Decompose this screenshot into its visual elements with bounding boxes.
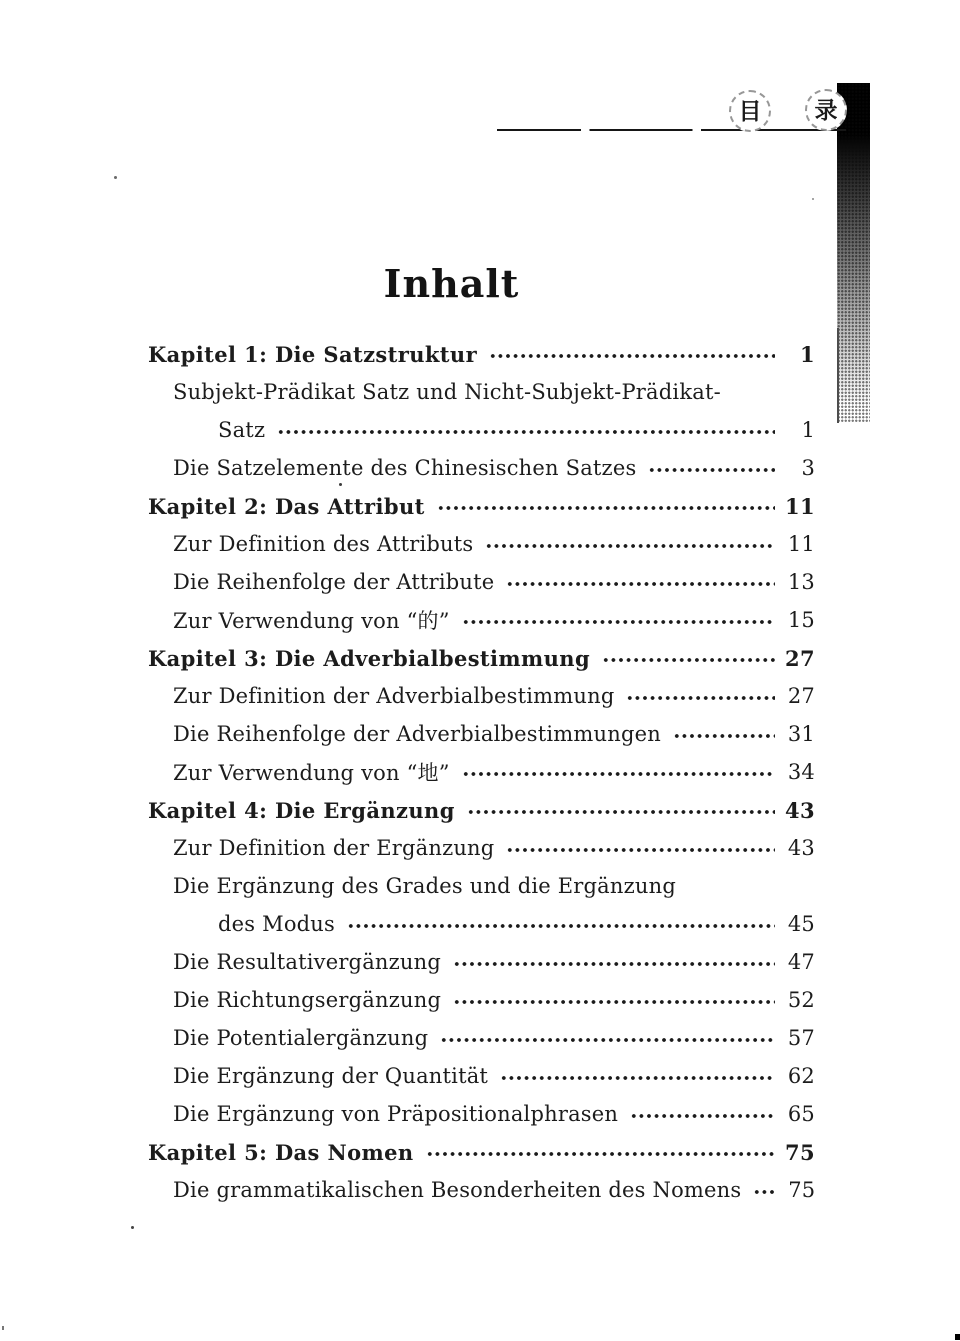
page-number: 11 xyxy=(787,532,815,556)
toc-row xyxy=(148,601,815,639)
scan-speck xyxy=(131,1226,134,1229)
dot-leader xyxy=(626,692,775,704)
toc-list xyxy=(148,335,815,1209)
toc-row xyxy=(148,1171,815,1209)
toc-row xyxy=(148,487,815,525)
toc-row xyxy=(148,1019,815,1057)
toc-entry-label: Kapitel 4: Die Ergänzung xyxy=(148,797,455,823)
page-number: 75 xyxy=(788,1178,816,1202)
toc-row xyxy=(148,753,815,791)
toc-entry-label: Die Resultativergänzung xyxy=(173,950,442,974)
toc-row xyxy=(148,411,815,449)
toc-row xyxy=(148,715,815,753)
toc-entry-label: Zur Definition der Adverbialbestimmung xyxy=(173,684,615,708)
toc-row xyxy=(148,981,815,1019)
toc-row xyxy=(148,867,815,905)
toc-entry-label: Die grammatikalischen Besonderheiten des Nomens xyxy=(173,1178,742,1202)
dot-leader xyxy=(462,616,775,628)
page-number: 52 xyxy=(787,988,815,1012)
page-number: 34 xyxy=(787,760,815,784)
page-title: Inhalt xyxy=(383,261,520,307)
toc-entry-label: des Modus xyxy=(218,912,336,936)
dot-leader xyxy=(489,350,775,362)
page-number: 62 xyxy=(787,1064,815,1088)
dot-leader xyxy=(453,958,775,970)
toc-row xyxy=(148,1095,815,1133)
page-number: 57 xyxy=(787,1026,815,1050)
page-number: 27 xyxy=(784,645,815,671)
toc-entry-label: Subjekt-Prädikat Satz und Nicht-Subjekt-Prädikat- xyxy=(173,380,721,404)
toc-entry-label: Kapitel 1: Die Satzstruktur xyxy=(148,341,478,367)
dot-leader xyxy=(485,540,775,552)
toc-entry-label: Satz xyxy=(218,418,266,442)
page-number: 75 xyxy=(784,1139,815,1165)
page-number: 11 xyxy=(784,493,815,519)
page-number: 65 xyxy=(787,1102,815,1126)
toc-row xyxy=(148,449,815,487)
header-rule xyxy=(497,129,846,131)
toc-entry-label: Die Satzelemente des Chinesischen Satzes xyxy=(173,456,637,480)
scan-speck xyxy=(339,483,342,486)
toc-entry-label: Zur Definition der Ergänzung xyxy=(173,836,495,860)
toc-entry-label: Zur Verwendung von “的” xyxy=(173,609,450,633)
page-number: 13 xyxy=(787,570,815,594)
dot-leader xyxy=(602,654,775,666)
dot-leader xyxy=(440,1034,775,1046)
toc-row xyxy=(148,829,815,867)
toc-entry-label: Die Reihenfolge der Attribute xyxy=(173,570,495,594)
toc-entry-label: Kapitel 2: Das Attribut xyxy=(148,493,425,519)
page-number: 1 xyxy=(801,418,815,442)
toc-row xyxy=(148,943,815,981)
toc-row xyxy=(148,639,815,677)
dot-leader xyxy=(437,502,775,514)
page-number: 43 xyxy=(784,797,815,823)
mulu-char-mu: 目 xyxy=(738,97,762,125)
mulu-badge-mu xyxy=(729,90,771,132)
page-number: 43 xyxy=(787,836,815,860)
dot-leader xyxy=(277,426,775,438)
toc-row xyxy=(148,373,815,411)
page-number: 3 xyxy=(801,456,815,480)
toc-row xyxy=(148,677,815,715)
scan-speck xyxy=(812,198,814,200)
toc-entry-label: Zur Definition des Attributs xyxy=(173,532,474,556)
dot-leader xyxy=(453,996,775,1008)
page-number: 45 xyxy=(787,912,815,936)
toc-entry-label: Kapitel 5: Das Nomen xyxy=(148,1139,414,1165)
scan-corner-mark xyxy=(955,1334,960,1340)
toc-row xyxy=(148,335,815,373)
scan-speck xyxy=(2,1326,4,1330)
toc-row xyxy=(148,525,815,563)
toc-row xyxy=(148,905,815,943)
mulu-char-lu: 录 xyxy=(814,96,838,124)
dot-leader xyxy=(347,920,775,932)
scan-speck xyxy=(114,176,117,179)
dot-leader xyxy=(673,730,775,742)
toc-row xyxy=(148,1057,815,1095)
mulu-badge-lu xyxy=(805,89,847,131)
dot-leader xyxy=(506,844,775,856)
toc-entry-label: Die Ergänzung des Grades und die Ergänzung xyxy=(173,874,676,898)
dot-leader xyxy=(467,806,775,818)
toc-entry-label: Die Reihenfolge der Adverbialbestimmungen xyxy=(173,722,661,746)
toc-entry-label: Die Ergänzung von Präpositionalphrasen xyxy=(173,1102,619,1126)
dot-leader xyxy=(506,578,775,590)
toc-entry-label: Die Richtungsergänzung xyxy=(173,988,442,1012)
toc-row xyxy=(148,563,815,601)
toc-row xyxy=(148,791,815,829)
dot-leader xyxy=(630,1110,775,1122)
book-edge-shadow xyxy=(837,83,870,423)
toc-entry-label: Zur Verwendung von “地” xyxy=(173,761,450,785)
dot-leader xyxy=(753,1186,775,1198)
page-number: 31 xyxy=(787,722,815,746)
dot-leader xyxy=(648,464,775,476)
dot-leader xyxy=(426,1148,775,1160)
toc-entry-label: Die Potentialergänzung xyxy=(173,1026,429,1050)
page-number: 1 xyxy=(799,341,815,367)
toc-row xyxy=(148,1133,815,1171)
dot-leader xyxy=(462,768,775,780)
page-number: 15 xyxy=(787,608,815,632)
dot-leader xyxy=(500,1072,775,1084)
page-number: 27 xyxy=(787,684,815,708)
page-number: 47 xyxy=(787,950,815,974)
toc-entry-label: Kapitel 3: Die Adverbialbestimmung xyxy=(148,645,591,671)
toc-entry-label: Die Ergänzung der Quantität xyxy=(173,1064,489,1088)
